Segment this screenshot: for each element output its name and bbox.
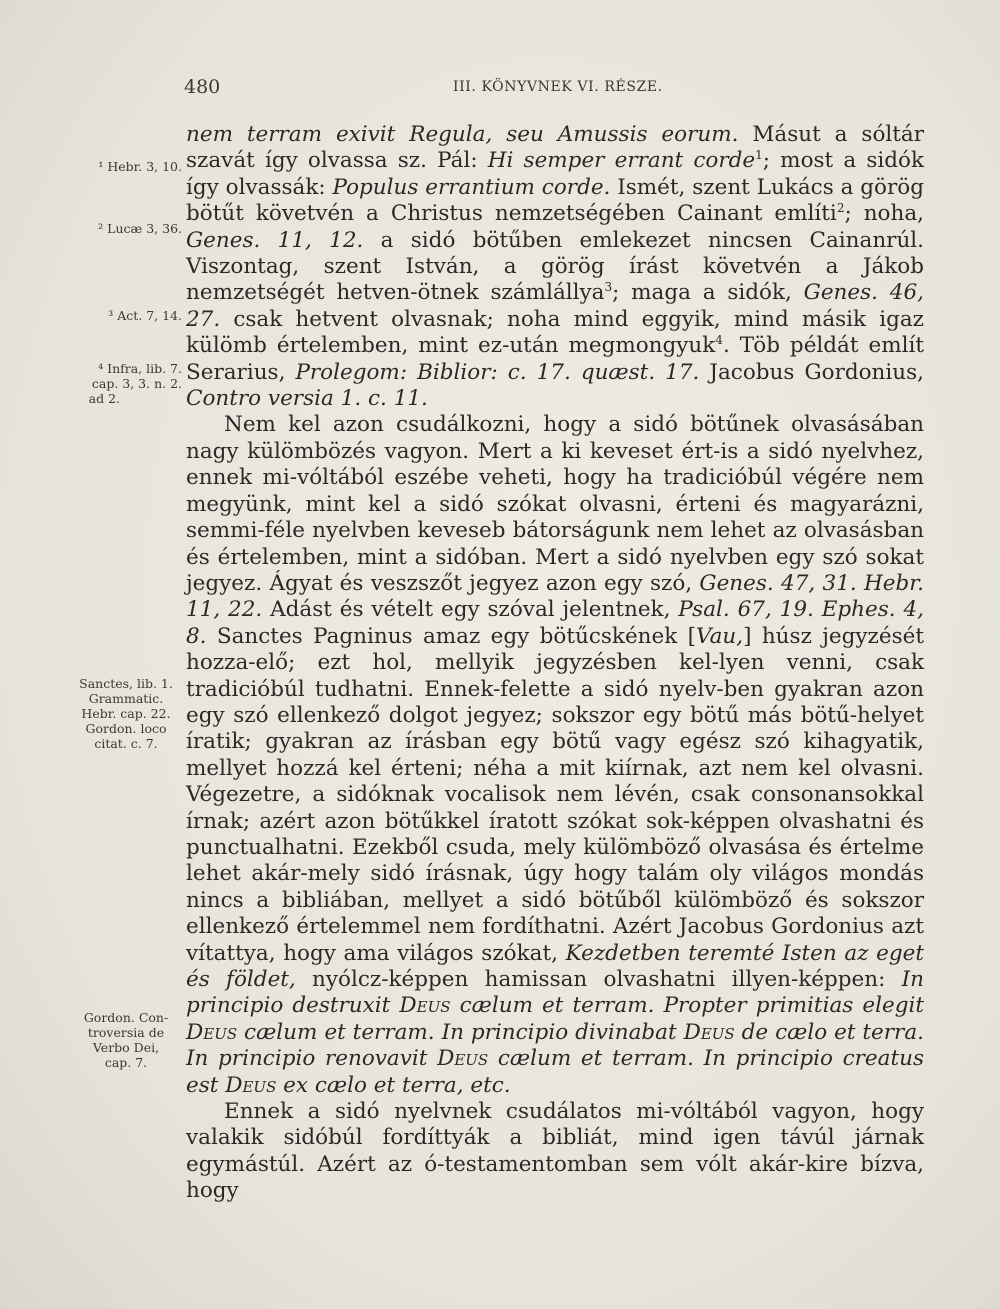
margin-note-6: [70, 1010, 182, 1070]
margin-note-4-line: cap. 3, 3. n. 2.: [91, 376, 182, 391]
margin-note-6-line: troversia de: [87, 1025, 165, 1040]
margin-note-2: ² Lucæ 3, 36.: [98, 221, 182, 236]
footnote-marker: 1: [755, 148, 763, 163]
margin-note-5-line: Sanctes, lib. 1.: [79, 676, 173, 691]
margin-note-6-line: Verbo Dei,: [92, 1040, 160, 1055]
margin-note-5-line: Gordon. loco: [85, 721, 167, 736]
margin-note-6-line: Gordon. Con-: [83, 1010, 169, 1025]
margin-note-5-line: citat. c. 7.: [94, 736, 158, 751]
margin-note-4-line: ad 2.: [88, 391, 120, 406]
margin-note-4-line: ⁴ Infra, lib. 7.: [98, 361, 182, 376]
paragraph-3: Ennek a sidó nyelvnek csudálatos mi-vóltából vagyon, hogy valakik sidóbúl fordíttyák a bibliát, mind igen távúl járnak egymástúl. Azért az ó-testamentomban sem vólt akár-kire bízva, hogy: [186, 1099, 924, 1204]
margin-note-5-line: Hebr. cap. 22.: [81, 706, 171, 721]
margin-note-3: ³ Act. 7, 14.: [108, 308, 182, 323]
footnote-marker: 3: [604, 280, 613, 295]
footnote-marker: 2: [836, 201, 845, 216]
main-text: [186, 122, 924, 1205]
paragraph-2: Nem kel azon csudálkozni, hogy a sidó bötűnek olvasásában nagy külömbözés vagyon. Mert a ki keveset ért-is a sidó nyelvhez, ennek mi-vóltából eszébe veheti, hogy ha tradicióbúl végére nem megyünk, mint kel a sidó szókat olvasni, érteni és magyarázni, semmi-féle nyelvben keveseb bátorságunk nem lehet az olvasásban és értelemben, mint a sidóban. Mert a sidó nyelvben egy szó sokat jegyez. Ágyat és veszszőt jegyez azon egy szó, Genes. 47, 31. Hebr. 11, 22. Adást és vételt egy szóval jelentnek, Psal. 67, 19. Ephes. 4, 8. Sanctes Pagninus amaz egy bötűcskének [Vau,] húsz jegyzését hozza-elő; ezt hol, mellyik jegyzésben kel-lyen venni, csak tradicióbúl tudhatni. Ennek-felette a sidó nyelv-ben gyakran azon egy szó ellenkező dolgot jegyez; sokszor egy bötű más bötű-helyet íratik; gyakran az írásban egy bötű vagy egész szó kihagyatik, mellyet hozzá kel érteni; néha a mit kiírnak, azt nem kel olvasni. Végezetre, a sidóknak vocalisok nem lévén, csak consonansokkal írnak; azért azon bötűkkel íratott szókat sok-képpen olvashatni és punctualhatni. Ezekből csuda, mely külömböző olvasása és értelme lehet akár-mely sidó írásnak, úgy hogy talám oly világos mondás nincs a bibliában, mellyet a sidó bötűből külömböző és sokszor ellenkező értelemmel nem fordíthatni. Azért Jacobus Gordonius azt vítattya, hogy ama világos szókat, Kezdetben teremté Isten az eget és földet, nyólcz-képpen hamissan olvashatni illyen-képpen: In principio destruxit Deus cælum et terram. Propter primitias elegit Deus cælum et terram. In principio divinabat Deus de cælo et terra. In principio renovavit Deus cælum et terram. In principio creatus est Deus ex cælo et terra, etc.: [186, 412, 925, 1098]
paragraph-1: nem terram exivit Regula, seu Amussis eorum. Másut a sóltár szavát így olvassa sz. Pál: Hi semper errant corde$^1$; most a sidók így olvassák: Populus errantium corde. Ismét, szent Lukács a görög bötűt követvén a Christus nemzetségében Cainant említi$^2$; noha, Genes. 11, 12. a sidó bötűben emlekezet nincsen Cainanrúl. Viszontag, szent István, a görög írást követvén a Jákob nemzetségét hetven-ötnek számlállya$^3$; maga a sidók, Genes. 46, 27. csak hetvent olvasnak; noha mind eggyik, mind másik igaz külömb értelemben, mint ez-után megmongyuk$^4$. Töb példát említ Serarius, Prolegom: Biblior: c. 17. quæst. 17. Jacobus Gordonius, Contro versia 1. c. 11.: [186, 122, 925, 412]
footnote-marker: 4: [715, 333, 723, 348]
running-head: [184, 76, 934, 102]
margin-note-1: ¹ Hebr. 3, 10.: [98, 159, 182, 174]
margin-note-5: [70, 676, 182, 751]
margin-note-4: [70, 361, 182, 406]
margin-note-5-line: Grammatic.: [88, 691, 164, 706]
running-title: III. KÖNYVNEK VI. RÉSZE.: [453, 79, 663, 95]
page-number: 480: [184, 76, 221, 98]
margin-note-6-line: cap. 7.: [104, 1055, 148, 1070]
